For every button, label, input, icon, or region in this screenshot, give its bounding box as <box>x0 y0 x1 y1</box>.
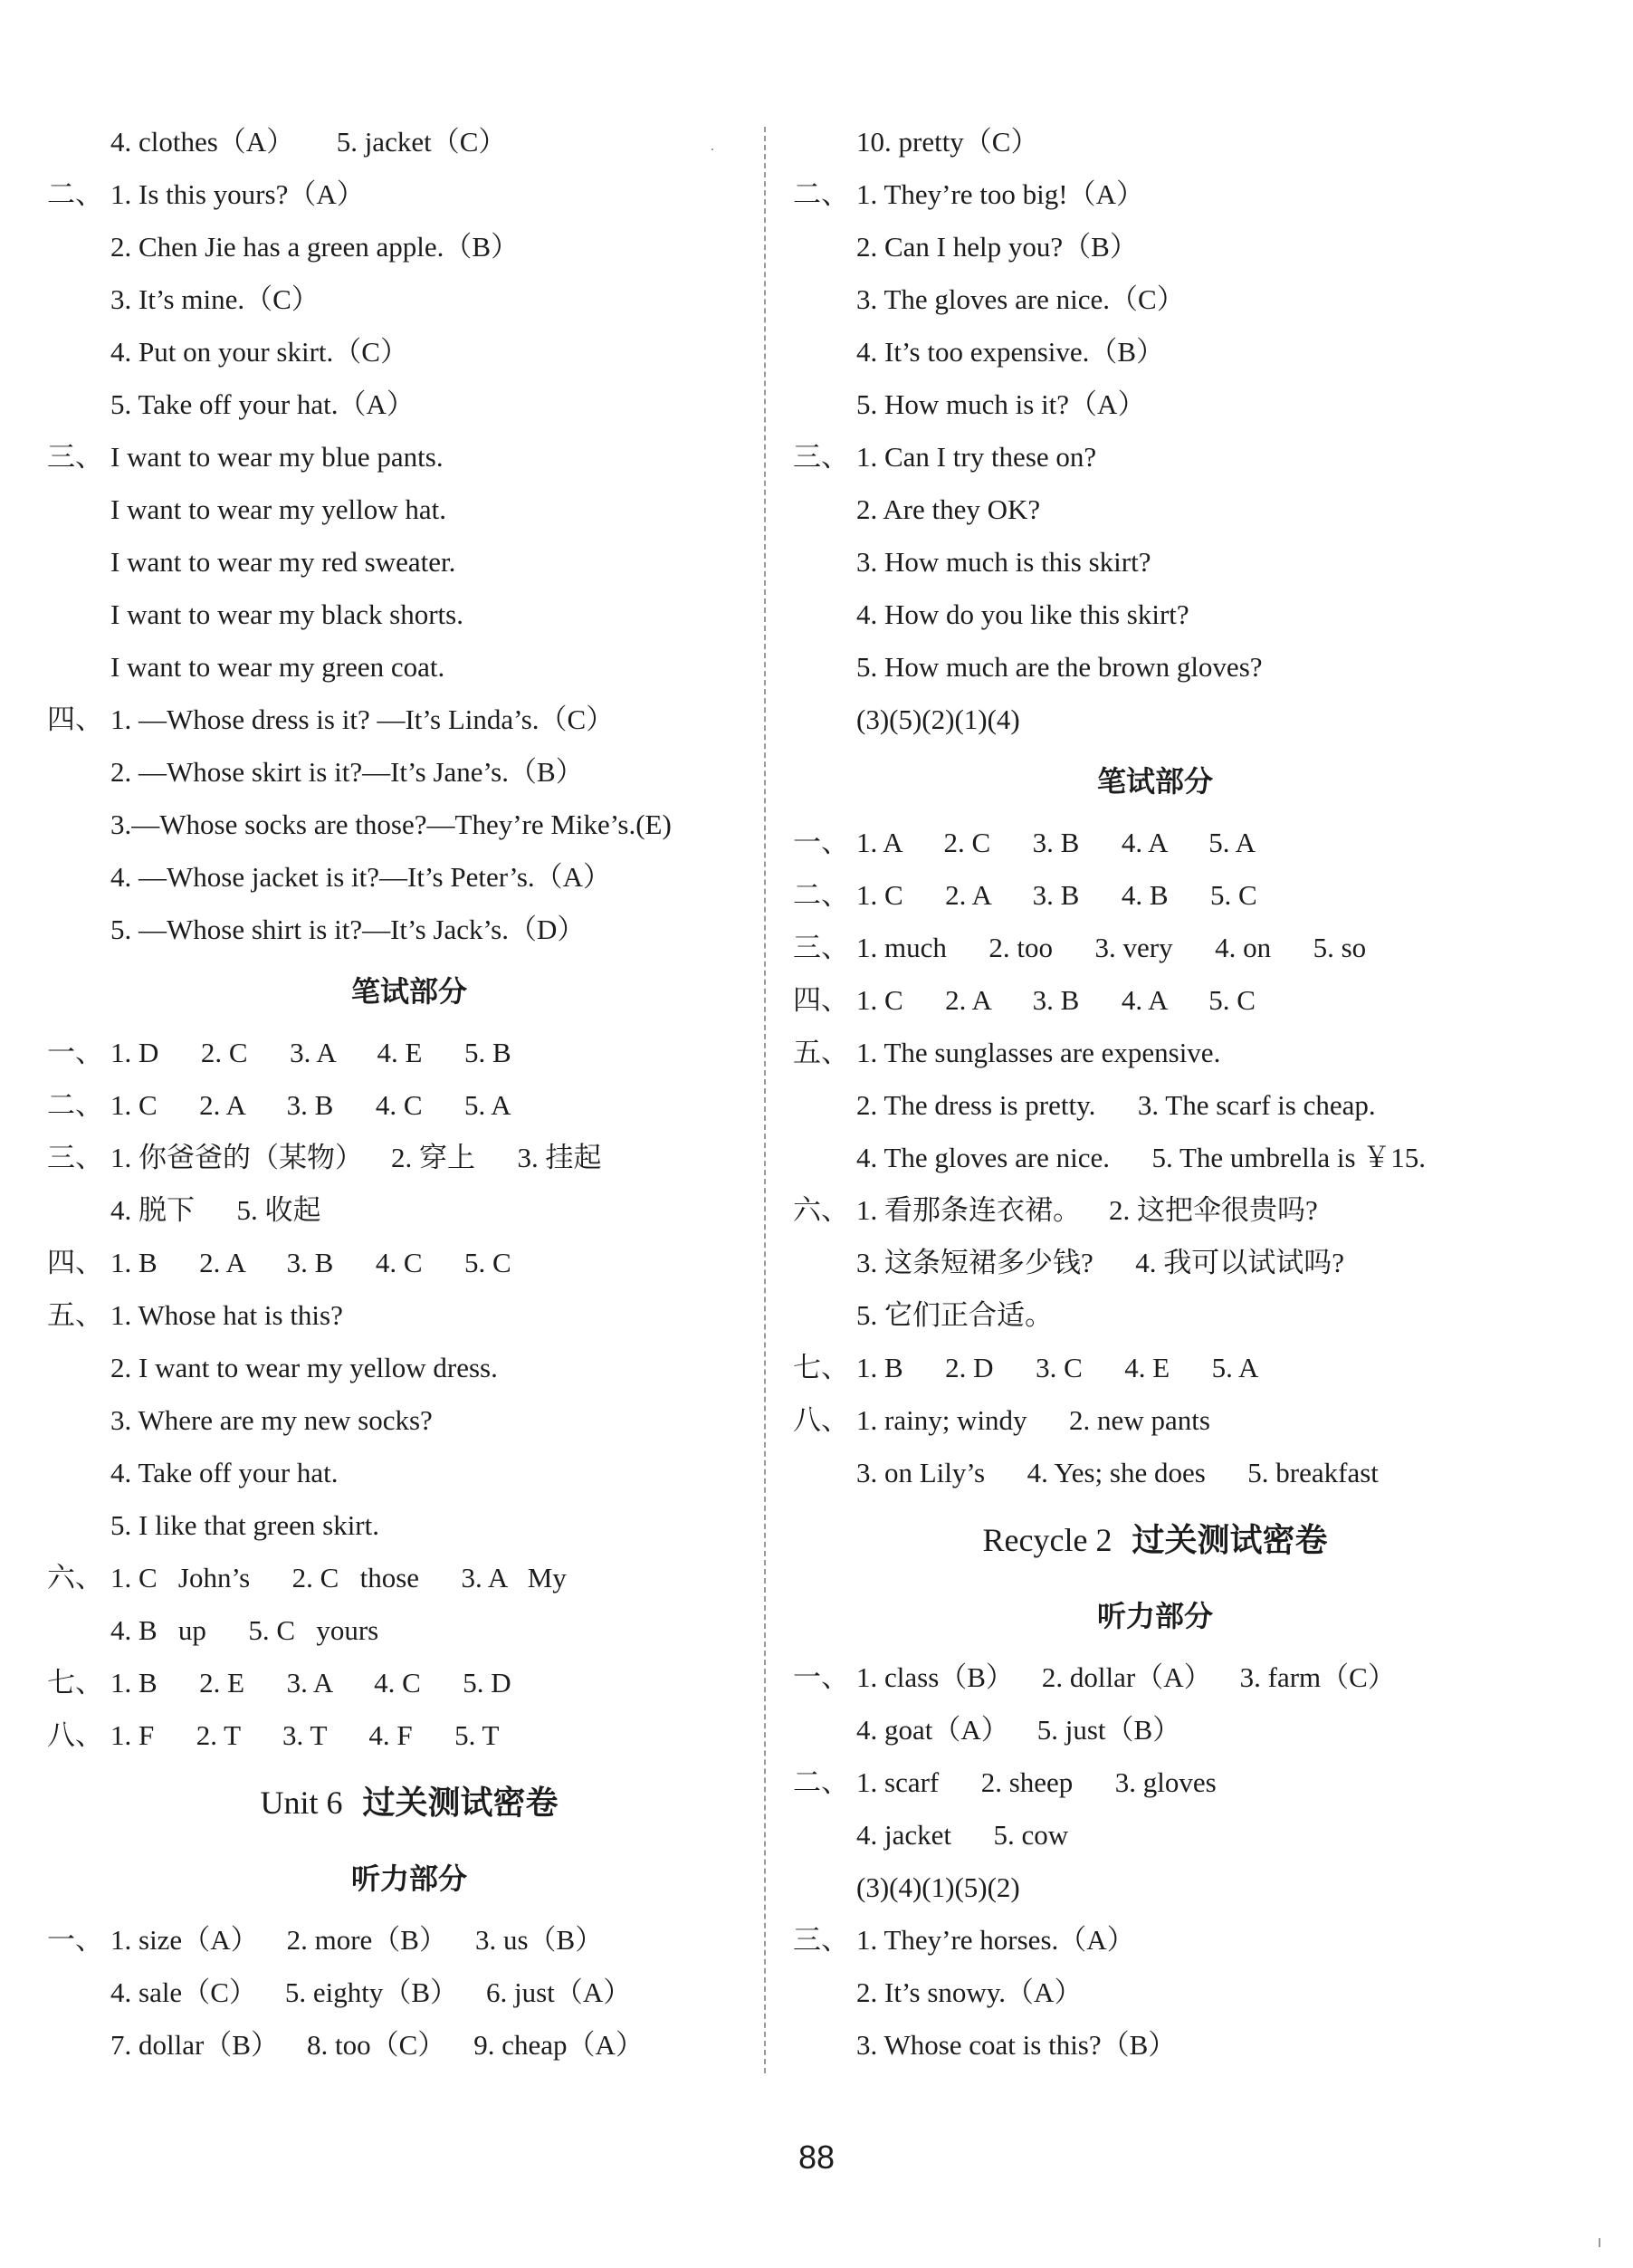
section-marker: 五、 <box>793 1037 849 1068</box>
answer-text: 4. Put on your skirt.（C） <box>110 336 408 368</box>
section-marker: 八、 <box>47 1719 103 1751</box>
answer-text: 2. Can I help you?（B） <box>856 231 1138 263</box>
answer-line <box>47 904 771 956</box>
section-marker: 六、 <box>793 1194 849 1226</box>
answer-line <box>793 641 1517 694</box>
answer-text: 5. 它们正合适。 <box>856 1299 1053 1331</box>
section-marker: 三、 <box>47 1142 103 1173</box>
speck <box>1599 2238 1600 2247</box>
answer-line <box>793 589 1517 641</box>
answer-text: 3. The gloves are nice.（C） <box>856 283 1185 315</box>
section-marker: 五、 <box>47 1299 103 1331</box>
answer-text: 1. D 2. C 3. A 4. E 5. B <box>110 1037 511 1068</box>
page-number: 88 <box>797 2139 836 2176</box>
answer-line <box>793 116 1517 168</box>
answer-text: 5. How much is it?（A） <box>856 388 1146 420</box>
answer-text: 2. It’s snowy.（A） <box>856 1976 1083 2008</box>
section-marker: 二、 <box>793 879 849 911</box>
answer-text: 4. How do you like this skirt? <box>856 598 1189 630</box>
answer-text: 3. How much is this skirt? <box>856 546 1151 578</box>
answer-line <box>793 1447 1517 1499</box>
answer-text: 1. Can I try these on? <box>856 441 1097 473</box>
answer-text: 1. C 2. A 3. B 4. C 5. A <box>110 1089 511 1121</box>
answer-line <box>47 1552 771 1604</box>
answer-line <box>793 974 1517 1027</box>
speck <box>711 148 713 150</box>
answer-line <box>793 817 1517 869</box>
answer-line <box>47 694 771 746</box>
answer-text: 1. B 2. E 3. A 4. C 5. D <box>110 1667 511 1699</box>
answer-text: 10. pretty（C） <box>856 126 1039 158</box>
answer-text: 1. A 2. C 3. B 4. A 5. A <box>856 827 1256 858</box>
section-heading: 笔试部分 <box>1096 764 1213 799</box>
answer-line <box>47 851 771 904</box>
answer-line <box>47 168 771 221</box>
answer-text: 1. class（B） 2. dollar（A） 3. farm（C） <box>856 1661 1396 1693</box>
answer-line <box>47 1394 771 1447</box>
answer-line <box>793 1651 1517 1704</box>
answer-text: 4. goat（A） 5. just（B） <box>856 1714 1181 1746</box>
answer-line <box>793 694 1517 746</box>
answer-line <box>793 869 1517 922</box>
answer-line <box>793 1237 1517 1289</box>
answer-text: 4. It’s too expensive.（B） <box>856 336 1165 368</box>
answer-text: 4. sale（C） 5. eighty（B） 6. just（A） <box>110 1976 632 2008</box>
right-column <box>793 116 1517 2072</box>
section-marker: 二、 <box>47 1089 103 1121</box>
answer-line <box>47 1657 771 1709</box>
section-marker: 七、 <box>47 1667 103 1699</box>
answer-text: I want to wear my blue pants. <box>110 441 444 473</box>
section-marker: 八、 <box>793 1404 849 1436</box>
answer-text: 1. They’re horses.（A） <box>856 1924 1135 1956</box>
section-marker: 三、 <box>47 441 103 473</box>
answer-text: 3. 这条短裙多少钱? 4. 我可以试试吗? <box>856 1247 1345 1278</box>
answer-line <box>793 1184 1517 1237</box>
section-marker: 七、 <box>793 1352 849 1383</box>
answer-line <box>793 1914 1517 1967</box>
answer-text: 3. It’s mine.（C） <box>110 283 320 315</box>
answer-line <box>793 326 1517 378</box>
answer-text: I want to wear my green coat. <box>110 651 445 683</box>
answer-text: 4. B up 5. C yours <box>110 1614 379 1646</box>
answer-line <box>793 1809 1517 1861</box>
answer-line <box>793 168 1517 221</box>
answer-text: 2. Are they OK? <box>856 493 1041 525</box>
answer-line <box>793 1394 1517 1447</box>
answer-line <box>793 1704 1517 1756</box>
answer-line <box>793 1967 1517 2019</box>
test-title <box>793 1499 1517 1581</box>
answer-line <box>793 431 1517 483</box>
answer-line <box>47 221 771 273</box>
answer-text: 1. Is this yours?（A） <box>110 178 365 210</box>
answer-text: 3. on Lily’s 4. Yes; she does 5. breakfast <box>856 1457 1379 1488</box>
answer-text: 1. The sunglasses are expensive. <box>856 1037 1221 1068</box>
answer-text: 3.—Whose socks are those?—They’re Mike’s.(E) <box>110 809 672 840</box>
answer-text: 2. The dress is pretty. 3. The scarf is cheap. <box>856 1089 1376 1121</box>
section-marker: 三、 <box>793 932 849 963</box>
answer-line <box>47 1342 771 1394</box>
answer-text: 4. jacket 5. cow <box>856 1819 1069 1851</box>
answer-text: 2. Chen Jie has a green apple.（B） <box>110 231 520 263</box>
left-column <box>47 116 771 2072</box>
answer-line <box>47 1184 771 1237</box>
section-marker: 三、 <box>793 1924 849 1956</box>
answer-text: I want to wear my black shorts. <box>110 598 463 630</box>
test-title-name: 过关测试密卷 <box>1132 1522 1328 1559</box>
answer-line <box>47 1499 771 1552</box>
answer-text: 1. rainy; windy 2. new pants <box>856 1404 1210 1436</box>
answer-text: 4. 脱下 5. 收起 <box>110 1194 321 1226</box>
section-heading: 听力部分 <box>350 1861 467 1896</box>
section-heading: 听力部分 <box>1096 1599 1213 1633</box>
answer-line <box>47 1289 771 1342</box>
answer-line <box>47 326 771 378</box>
answer-text: 1. C John’s 2. C those 3. A My <box>110 1562 567 1593</box>
test-title-unit: Unit 6 <box>260 1785 343 1821</box>
answer-line <box>793 922 1517 974</box>
answer-line <box>47 641 771 694</box>
answer-text: 5. Take off your hat.（A） <box>110 388 415 420</box>
answer-line <box>793 1289 1517 1342</box>
answer-line <box>47 1079 771 1132</box>
section-marker: 一、 <box>793 827 849 858</box>
answer-text: 4. The gloves are nice. 5. The umbrella is ￥15. <box>856 1142 1427 1173</box>
answer-line <box>793 378 1517 431</box>
answer-line <box>47 589 771 641</box>
answer-line <box>793 221 1517 273</box>
answer-line <box>793 1027 1517 1079</box>
answer-text: 3. Where are my new socks? <box>110 1404 433 1436</box>
answer-line <box>47 116 771 168</box>
section-marker: 四、 <box>47 703 103 735</box>
answer-line <box>793 2019 1517 2072</box>
answer-text: I want to wear my yellow hat. <box>110 493 447 525</box>
answer-line <box>47 483 771 536</box>
answer-text: 5. —Whose shirt is it?—It’s Jack’s.（D） <box>110 914 586 945</box>
answer-line <box>47 1027 771 1079</box>
section-marker: 二、 <box>47 178 103 210</box>
answer-line <box>47 378 771 431</box>
answer-text: 1. 你爸爸的（某物） 2. 穿上 3. 挂起 <box>110 1142 602 1173</box>
answer-text: (3)(5)(2)(1)(4) <box>856 703 1020 735</box>
answer-line <box>793 1079 1517 1132</box>
answer-line <box>47 536 771 589</box>
answer-text: 7. dollar（B） 8. too（C） 9. cheap（A） <box>110 2029 644 2061</box>
answer-text: 2. —Whose skirt is it?—It’s Jane’s.（B） <box>110 756 584 788</box>
answer-line <box>793 1756 1517 1809</box>
answer-line <box>47 2019 771 2072</box>
answer-line <box>793 1861 1517 1914</box>
answer-line <box>793 483 1517 536</box>
answer-line <box>47 273 771 326</box>
answer-line <box>793 1342 1517 1394</box>
answer-text: 1. They’re too big!（A） <box>856 178 1144 210</box>
section-marker: 四、 <box>793 984 849 1016</box>
answer-line <box>793 273 1517 326</box>
answer-text: 4. clothes（A） 5. jacket（C） <box>110 126 507 158</box>
answer-text: 1. size（A） 2. more（B） 3. us（B） <box>110 1924 604 1956</box>
section-heading: 笔试部分 <box>350 974 467 1009</box>
column-divider <box>764 127 766 2073</box>
answer-line <box>793 536 1517 589</box>
answer-text: (3)(4)(1)(5)(2) <box>856 1871 1020 1903</box>
answer-text: 1. C 2. A 3. B 4. A 5. C <box>856 984 1256 1016</box>
section-marker: 一、 <box>47 1924 103 1956</box>
answer-text: 2. I want to wear my yellow dress. <box>110 1352 498 1383</box>
answer-text: 3. Whose coat is this?（B） <box>856 2029 1177 2061</box>
section-marker: 六、 <box>47 1562 103 1593</box>
answer-line <box>47 1709 771 1762</box>
answer-text: 1. 看那条连衣裙。 2. 这把伞很贵吗? <box>856 1194 1318 1226</box>
answer-text: 5. I like that green skirt. <box>110 1509 379 1541</box>
answer-text: 1. C 2. A 3. B 4. B 5. C <box>856 879 1257 911</box>
section-marker: 二、 <box>793 1766 849 1798</box>
answer-line <box>47 799 771 851</box>
answer-text: I want to wear my red sweater. <box>110 546 456 578</box>
section-marker: 一、 <box>47 1037 103 1068</box>
test-title-name: 过关测试密卷 <box>362 1785 559 1822</box>
section-marker: 四、 <box>47 1247 103 1278</box>
answer-line <box>47 1914 771 1967</box>
answer-text: 1. F 2. T 3. T 4. F 5. T <box>110 1719 500 1751</box>
answer-text: 1. much 2. too 3. very 4. on 5. so <box>856 932 1367 963</box>
answer-text: 4. Take off your hat. <box>110 1457 339 1488</box>
answer-line <box>47 1447 771 1499</box>
answer-text: 1. B 2. A 3. B 4. C 5. C <box>110 1247 511 1278</box>
answer-text: 1. —Whose dress is it? —It’s Linda’s.（C） <box>110 703 615 735</box>
answer-text: 5. How much are the brown gloves? <box>856 651 1263 683</box>
answer-line <box>793 1132 1517 1184</box>
answer-line <box>47 431 771 483</box>
answer-line <box>47 1967 771 2019</box>
section-marker: 二、 <box>793 178 849 210</box>
section-marker: 三、 <box>793 441 849 473</box>
answer-text: 1. scarf 2. sheep 3. gloves <box>856 1766 1217 1798</box>
test-title-unit: Recycle 2 <box>982 1522 1113 1558</box>
section-marker: 一、 <box>793 1661 849 1693</box>
answer-line <box>47 746 771 799</box>
answer-text: 1. B 2. D 3. C 4. E 5. A <box>856 1352 1259 1383</box>
answer-line <box>47 1604 771 1657</box>
answer-line <box>47 1132 771 1184</box>
answer-text: 1. Whose hat is this? <box>110 1299 343 1331</box>
answer-text: 4. —Whose jacket is it?—It’s Peter’s.（A） <box>110 861 612 893</box>
answer-line <box>47 1237 771 1289</box>
test-title <box>47 1762 771 1843</box>
